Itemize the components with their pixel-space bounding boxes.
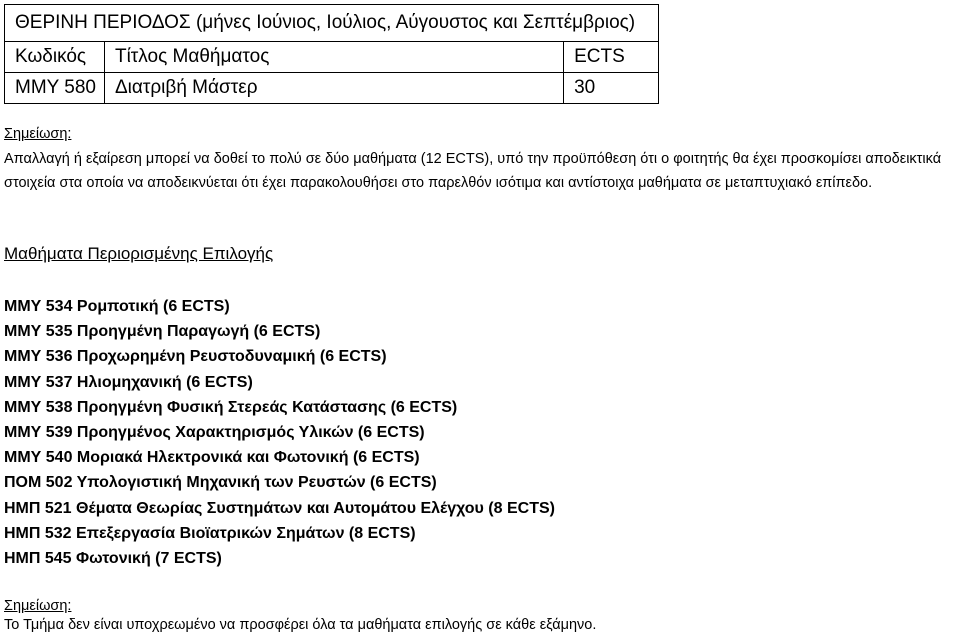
table-title: ΘΕΡΙΝΗ ΠΕΡΙΟΔΟΣ (μήνες Ιούνιος, Ιούλιος, Αύγουστος και Σεπτέμβριος) <box>5 5 659 42</box>
cell-code: ΜΜΥ 580 <box>5 73 105 104</box>
header-course-title: Τίτλος Μαθήματος <box>104 42 563 73</box>
note-text: Απαλλαγή ή εξαίρεση μπορεί να δοθεί το πολύ σε δύο μαθήματα (12 ECTS), υπό την προϋπόθεση ότι ο φοιτητής θα έχει προσκομίσει αποδεικτικά στοιχεία στα οποία να αποδεικνύεται ότι έχει παρακολουθήσει στο παρελθόν ισότιμα και αντίστοιχα μαθήματα σε μεταπτυχιακό επίπεδο. <box>4 151 942 191</box>
list-item: ΜΜΥ 536 Προχωρημένη Ρευστοδυναμική (6 ECTS) <box>4 348 387 366</box>
cell-course-title: Διατριβή Μάστερ <box>104 73 563 104</box>
summer-period-table <box>4 4 659 104</box>
table-title-row <box>5 5 659 42</box>
cell-ects: 30 <box>564 73 659 104</box>
list-item: ΗΜΠ 532 Επεξεργασία Βιοϊατρικών Σημάτων (8 ECTS) <box>4 524 416 542</box>
note-text: Το Τμήμα δεν είναι υποχρεωμένο να προσφέρει όλα τα μαθήματα επιλογής σε κάθε εξάμηνο. <box>4 617 597 633</box>
header-code: Κωδικός <box>5 42 105 73</box>
list-item: ΗΜΠ 545 Φωτονική (7 ECTS) <box>4 550 222 568</box>
list-item: ΜΜΥ 535 Προηγμένη Παραγωγή (6 ECTS) <box>4 323 321 341</box>
note-label: Σημείωση: <box>4 126 72 142</box>
note-label: Σημείωση: <box>4 598 72 614</box>
electives-heading: Μαθήματα Περιορισμένης Επιλογής <box>4 244 274 263</box>
table-row <box>5 73 659 104</box>
list-item: ΜΜΥ 539 Προηγμένος Χαρακτηρισμός Υλικών (6 ECTS) <box>4 424 425 442</box>
elective-course-list <box>4 294 555 571</box>
header-ects: ECTS <box>564 42 659 73</box>
list-item: ΜΜΥ 540 Μοριακά Ηλεκτρονικά και Φωτονική (6 ECTS) <box>4 449 420 467</box>
list-item: ΗΜΠ 521 Θέματα Θεωρίας Συστημάτων και Αυτομάτου Ελέγχου (8 ECTS) <box>4 499 555 517</box>
list-item: ΜΜΥ 537 Ηλιομηχανική (6 ECTS) <box>4 373 253 391</box>
table-header-row <box>5 42 659 73</box>
list-item: ΜΜΥ 534 Ρομποτική (6 ECTS) <box>4 298 230 315</box>
list-item: ΜΜΥ 538 Προηγμένη Φυσική Στερεάς Κατάστασης (6 ECTS) <box>4 398 458 416</box>
list-item: ΠΟΜ 502 Υπολογιστική Μηχανική των Ρευστών (6 ECTS) <box>4 474 437 492</box>
